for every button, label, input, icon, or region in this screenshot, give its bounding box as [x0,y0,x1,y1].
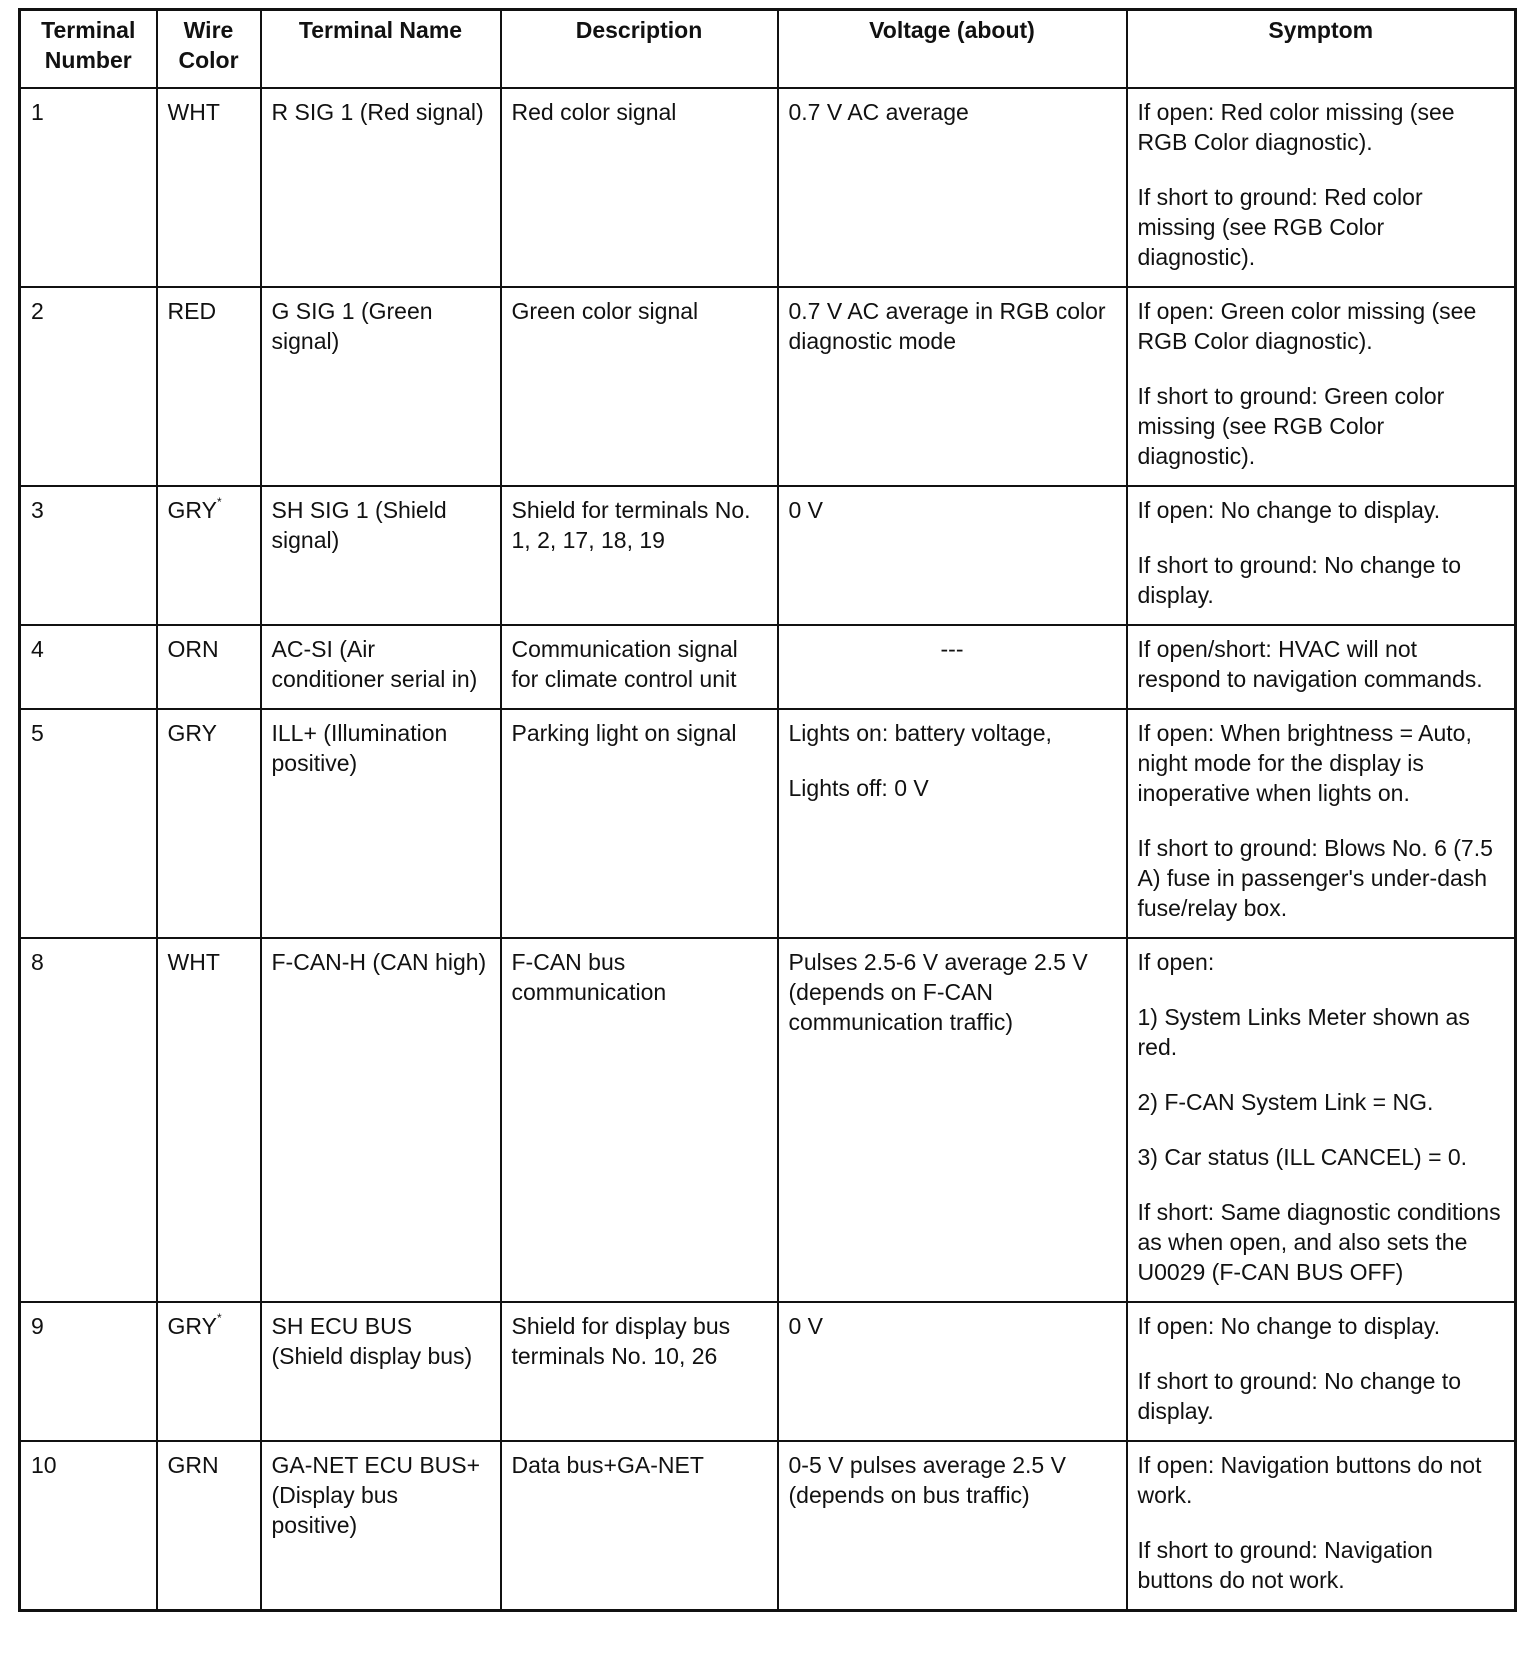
wire-color-cell [157,486,261,625]
symptom-text: 2) F-CAN System Link = NG. [1137,1089,1434,1115]
header-terminal-number: Terminal Number [20,10,157,89]
terminal-number-cell: 10 [20,1441,157,1611]
symptom-cell [1127,1302,1516,1441]
description-cell: Red color signal [501,88,778,287]
voltage-cell [778,938,1127,1302]
terminal-name-cell: F-CAN-H (CAN high) [261,938,501,1302]
wire-color: WHT [167,99,220,125]
terminal-number-cell: 4 [20,625,157,709]
terminal-number-cell: 5 [20,709,157,938]
terminal-name-cell: G SIG 1 (Green signal) [261,287,501,486]
symptom-text: 1) System Links Meter shown as red. [1137,1004,1470,1060]
symptom-text: If open: Green color missing (see RGB Color diagnostic). [1137,298,1477,354]
wire-color: ORN [167,636,219,662]
voltage-text: 0-5 V pulses average 2.5 V (depends on bus traffic) [788,1452,1066,1508]
table-row [20,486,1516,625]
table-row [20,1302,1516,1441]
symptom-text: If short to ground: Red color missing (see RGB Color diagnostic). [1137,184,1423,270]
terminal-name-cell: ILL+ (Illumination positive) [261,709,501,938]
wire-color-cell [157,88,261,287]
terminal-number-cell: 9 [20,1302,157,1441]
symptom-cell [1127,625,1516,709]
voltage-text: Pulses 2.5-6 V average 2.5 V (depends on F-CAN communication traffic) [788,949,1088,1035]
wire-note: * [216,495,222,509]
symptom-text: If open: [1137,949,1215,975]
symptom-text: If short to ground: No change to display. [1137,552,1461,608]
symptom-cell [1127,88,1516,287]
symptom-cell [1127,287,1516,486]
terminal-table [18,8,1517,1612]
terminal-number-cell: 1 [20,88,157,287]
symptom-cell [1127,1441,1516,1611]
wire-color-cell [157,1302,261,1441]
terminal-number-cell: 8 [20,938,157,1302]
table-row [20,625,1516,709]
header-description: Description [501,10,778,89]
voltage-text: Lights on: battery voltage, [788,720,1052,746]
wire-color-cell [157,1441,261,1611]
voltage-cell [778,287,1127,486]
table-row [20,1441,1516,1611]
description-cell: F-CAN bus communication [501,938,778,1302]
terminal-number-cell: 3 [20,486,157,625]
wire-color: RED [167,298,217,324]
voltage-cell [778,88,1127,287]
table-body [20,88,1516,1611]
wire-color: GRY [167,720,217,746]
terminal-name-cell: SH SIG 1 (Shield signal) [261,486,501,625]
voltage-text: 0 V [788,1313,824,1339]
table-row [20,938,1516,1302]
description-cell: Shield for display bus terminals No. 10, 26 [501,1302,778,1441]
wire-color-cell [157,625,261,709]
symptom-text: If short to ground: Blows No. 6 (7.5 A) fuse in passenger's under-dash fuse/relay box. [1137,835,1493,921]
header-wire-color: Wire Color [157,10,261,89]
header-symptom: Symptom [1127,10,1516,89]
voltage-text: 0 V [788,497,824,523]
symptom-text: If open: No change to display. [1137,1313,1441,1339]
symptom-text: If open: Red color missing (see RGB Color diagnostic). [1137,99,1455,155]
table-row [20,709,1516,938]
symptom-text: If short to ground: Green color missing (see RGB Color diagnostic). [1137,383,1445,469]
terminal-name-cell: R SIG 1 (Red signal) [261,88,501,287]
voltage-text: 0.7 V AC average [788,99,969,125]
wire-color-cell [157,287,261,486]
table-row [20,287,1516,486]
voltage-cell [778,625,1127,709]
voltage-cell [778,1302,1127,1441]
symptom-cell [1127,938,1516,1302]
terminal-name-cell: SH ECU BUS (Shield display bus) [261,1302,501,1441]
header-row [20,10,1516,89]
voltage-text: --- [940,636,964,662]
symptom-text: If open: Navigation buttons do not work. [1137,1452,1482,1508]
symptom-text: If open: No change to display. [1137,497,1441,523]
wire-note: * [216,1311,222,1325]
table-row [20,88,1516,287]
wire-color: GRY [167,1313,217,1339]
symptom-text: If short to ground: Navigation buttons do not work. [1137,1537,1433,1593]
symptom-text: If open/short: HVAC will not respond to navigation commands. [1137,636,1483,692]
description-cell: Green color signal [501,287,778,486]
voltage-cell [778,709,1127,938]
voltage-cell [778,486,1127,625]
description-cell: Communication signal for climate control unit [501,625,778,709]
wire-color: GRY [167,497,217,523]
symptom-cell [1127,486,1516,625]
description-cell: Shield for terminals No. 1, 2, 17, 18, 19 [501,486,778,625]
voltage-text: 0.7 V AC average in RGB color diagnostic mode [788,298,1106,354]
terminal-number-cell: 2 [20,287,157,486]
terminal-name-cell: AC-SI (Air conditioner serial in) [261,625,501,709]
description-cell: Parking light on signal [501,709,778,938]
voltage-cell [778,1441,1127,1611]
wire-color-cell [157,709,261,938]
wire-color: WHT [167,949,220,975]
symptom-cell [1127,709,1516,938]
voltage-text: Lights off: 0 V [788,775,929,801]
wire-color-cell [157,938,261,1302]
symptom-text: If short: Same diagnostic conditions as when open, and also sets the U0029 (F-CAN BUS OFF) [1137,1199,1501,1285]
terminal-name-cell: GA-NET ECU BUS+ (Display bus positive) [261,1441,501,1611]
symptom-text: If open: When brightness = Auto, night mode for the display is inoperative when lights on. [1137,720,1472,806]
description-cell: Data bus+GA-NET [501,1441,778,1611]
wire-color: GRN [167,1452,219,1478]
header-voltage: Voltage (about) [778,10,1127,89]
symptom-text: If short to ground: No change to display. [1137,1368,1461,1424]
symptom-text: 3) Car status (ILL CANCEL) = 0. [1137,1144,1468,1170]
header-terminal-name: Terminal Name [261,10,501,89]
